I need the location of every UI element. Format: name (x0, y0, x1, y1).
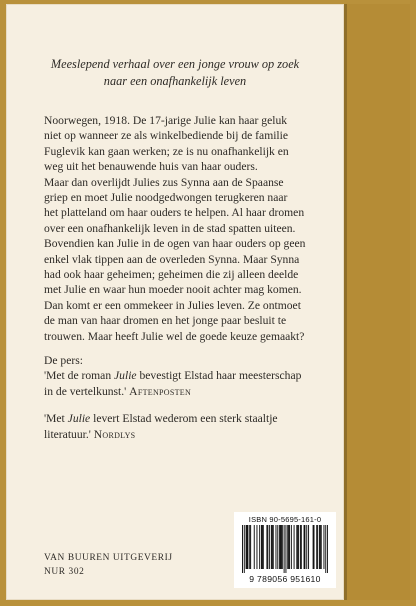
press-quote-line: 'Met de roman Julie bevestigt Elstad haar meesterschap (44, 369, 302, 383)
barcode-bar (262, 525, 263, 569)
barcode-bar (319, 525, 320, 569)
barcode-bar (269, 525, 270, 569)
barcode-bar (323, 525, 324, 569)
barcode-bar (242, 525, 243, 573)
book-title: Julie (67, 412, 91, 426)
blurb-line: de man van haar dromen en het jonge paar besluit te (44, 314, 287, 328)
blurb-line: weg uit het benauwende huis van haar ouders. (44, 160, 258, 174)
blurb-line: had ook haar geheimen; geheimen die zij alleen deelde (44, 268, 299, 282)
barcode-bar (306, 525, 307, 569)
tagline (6, 56, 344, 89)
tagline-line: Meeslepend verhaal over een jonge vrouw op zoek (50, 57, 300, 71)
barcode-label (234, 512, 336, 588)
barcode-bar (272, 525, 273, 569)
publisher-info (44, 551, 173, 579)
blurb-line: trouwen. Maar heeft Julie wel de goede keuze gemaakt? (44, 329, 305, 343)
blurb-line: griep en moet Julie noodgedwongen terugkeren naar (44, 191, 288, 205)
isbn-text: ISBN 90-5695-161-0 (248, 515, 322, 524)
press-source: Aftenposten (129, 384, 192, 398)
press-quote-line: in de vertelkunst.' Aftenposten (44, 384, 192, 398)
barcode-bar (321, 525, 322, 569)
blurb-line: het platteland om haar ouders te helpen. Al haar dromen (44, 206, 305, 220)
barcode-bar (317, 525, 318, 569)
press-quotes (44, 353, 336, 442)
book-title: Julie (114, 369, 137, 383)
barcode-bar (316, 525, 317, 569)
barcode-icon (242, 525, 328, 573)
barcode-bar (304, 525, 305, 569)
barcode-bar (294, 525, 295, 569)
blurb-line: Bovendien kan Julie in de ogen van haar ouders op geen (44, 237, 306, 251)
barcode-bar (273, 525, 274, 569)
blurb-line: Noorwegen, 1918. De 17-jarige Julie kan haar geluk (44, 114, 288, 127)
press-heading: De pers: (44, 354, 83, 367)
barcode-bar (267, 525, 268, 569)
barcode-bar (297, 525, 298, 569)
barcode-bar (261, 525, 262, 569)
barcode-digits: 9 789056 951610 (249, 574, 321, 584)
barcode-bar (325, 525, 326, 573)
barcode-bar (266, 525, 267, 569)
barcode-bar (287, 525, 288, 569)
barcode-bar (304, 525, 305, 569)
publisher-name: VAN BUUREN UITGEVERIJ (44, 553, 173, 563)
barcode-bar (282, 525, 283, 569)
barcode-bar (320, 525, 321, 569)
blurb-line: Fuglevik kan gaan werken; ze is nu onafhankelijk en (44, 144, 289, 158)
blurb-line: Maar dan overlijdt Julies zus Synna aan de Spaanse (44, 175, 284, 189)
blurb-line: Dan komt er een ommekeer in Julies leven. Ze ontmoet (44, 298, 301, 312)
barcode-bar (250, 525, 251, 569)
barcode-bar (314, 525, 315, 569)
barcode-bar (279, 525, 280, 569)
barcode-bar (284, 525, 285, 573)
blurb (44, 113, 336, 344)
barcode-bar (308, 525, 309, 569)
press-quote-line: 'Met Julie levert Elstad wederom een sterk staaltje (44, 412, 278, 426)
barcode-bar (271, 525, 272, 569)
barcode-bar (301, 525, 302, 569)
barcode-bar (289, 525, 290, 569)
barcode-bar (300, 525, 301, 569)
barcode-bar (275, 525, 276, 569)
barcode-bar (247, 525, 248, 569)
nur-code: NUR 302 (44, 567, 85, 577)
barcode-bar (254, 525, 255, 569)
barcode-bar (246, 525, 247, 569)
press-quote-line: literatuur.' Nordlys (44, 427, 136, 441)
spine-panel (347, 4, 410, 600)
barcode-bar (313, 525, 314, 569)
barcode-bar (277, 525, 278, 569)
barcode-bar (249, 525, 250, 569)
barcode-bar (259, 525, 260, 569)
barcode-bar (281, 525, 282, 569)
blurb-line: met Julie en waar hun moeder nooit achter mag komen. (44, 283, 302, 297)
blurb-line: enkel vlak tippen aan de overleden Synna. Maar Synna (44, 252, 300, 266)
barcode-bar (247, 525, 248, 569)
barcode-bar (291, 525, 292, 569)
barcode-bar (280, 525, 281, 569)
barcode-bar (263, 525, 264, 569)
barcode-bar (298, 525, 299, 569)
blurb-line: niet op wanneer ze als winkelbediende bij de familie (44, 129, 289, 143)
barcode-bar (256, 525, 257, 569)
press-source: Nordlys (93, 427, 136, 441)
barcode-bar (288, 525, 289, 569)
barcode-bar (244, 525, 245, 573)
barcode-bar (285, 525, 286, 573)
barcode-bar (327, 525, 328, 573)
tagline-line: naar een onafhankelijk leven (103, 73, 247, 88)
barcode-bar (296, 525, 297, 569)
blurb-line: over een onafhankelijk leven in de stad spatten uiteen. (44, 221, 296, 235)
